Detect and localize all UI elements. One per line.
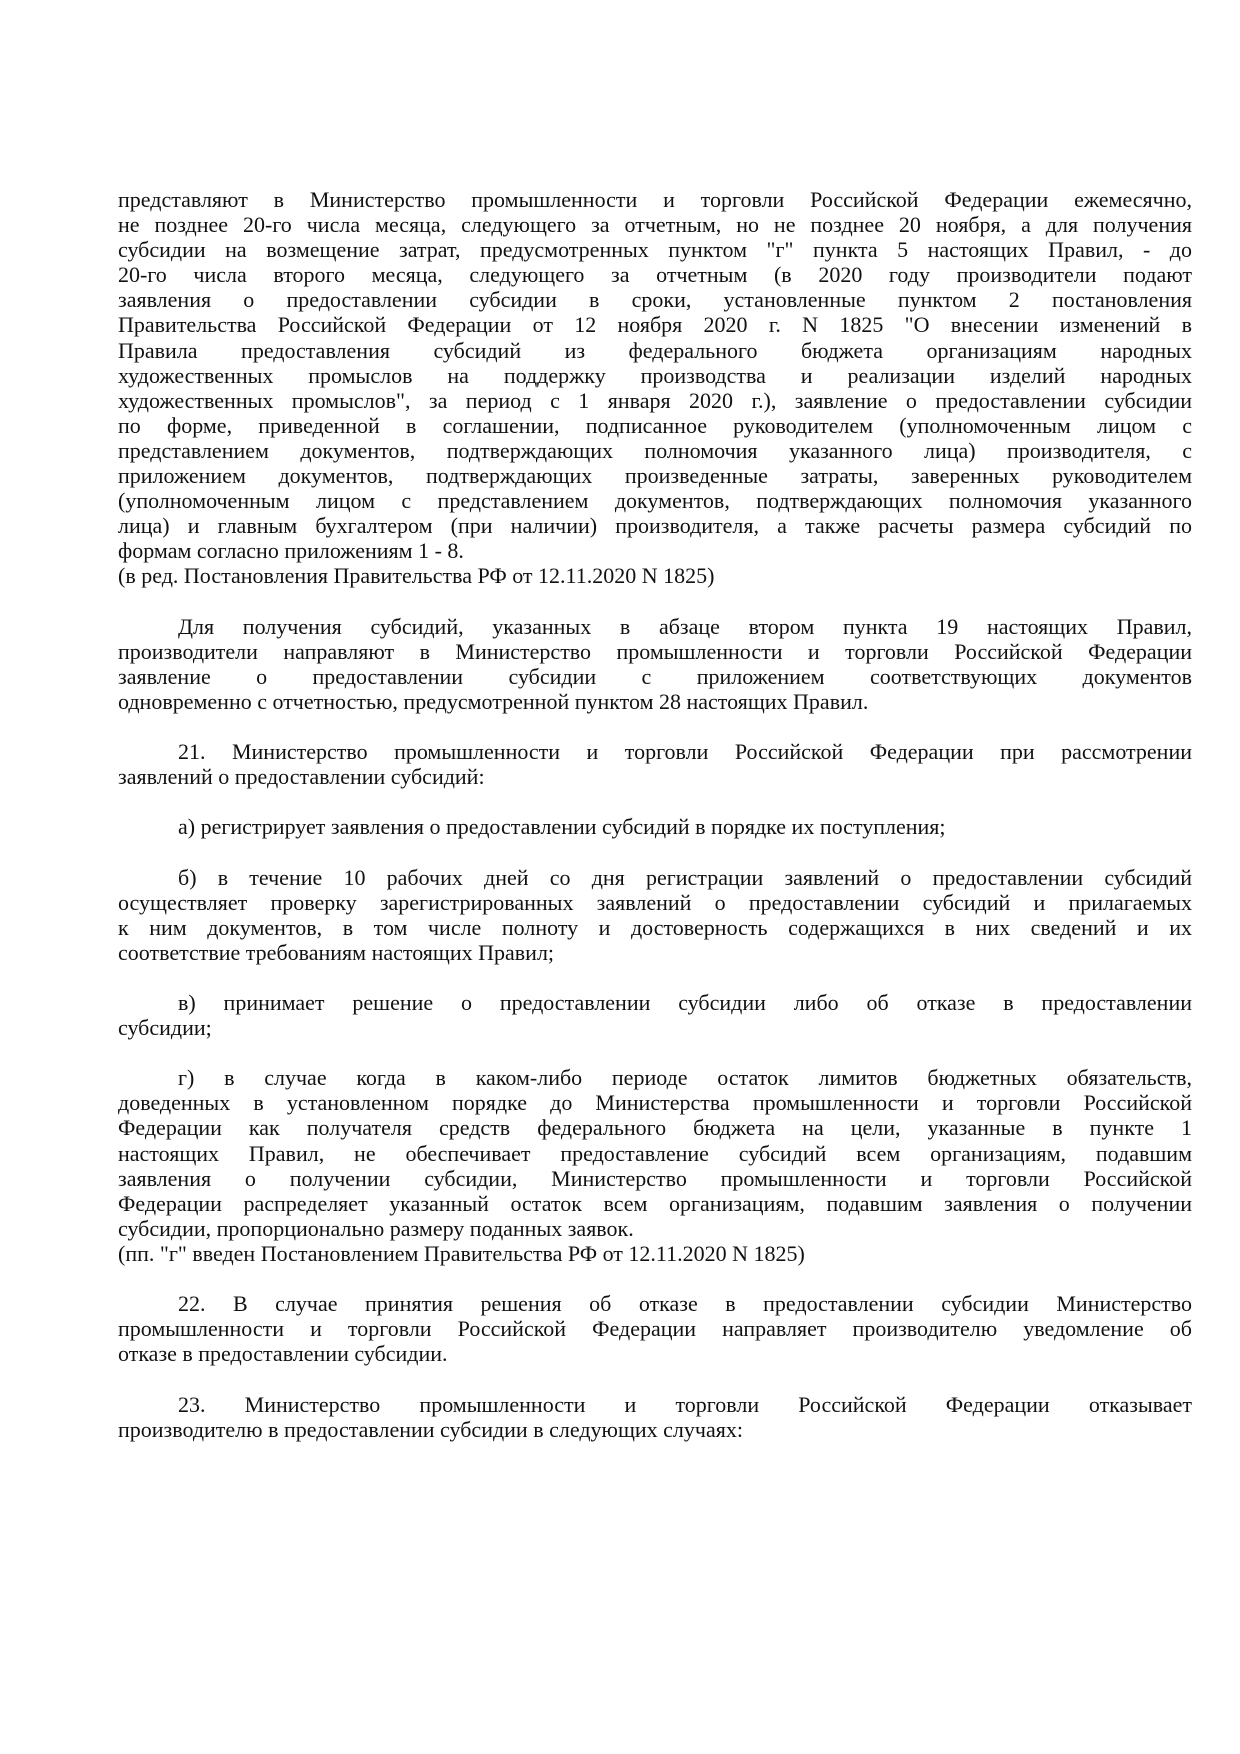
text-line: одновременно с отчетностью, предусмотренной пунктом 28 настоящих Правил.	[118, 688, 869, 714]
text-line: заявление о предоставлении субсидии с приложением соответствующих документов	[118, 663, 1192, 689]
paragraph	[118, 614, 1192, 714]
text-line: (уполномоченным лицом с представлением документов, подтверждающих полномочия указанного	[118, 488, 1192, 514]
text-line: настоящих Правил, не обеспечивает предоставление субсидий всем организациям, подавшим	[118, 1140, 1192, 1166]
text-line: художественных промыслов на поддержку производства и реализации изделий народных	[118, 362, 1192, 388]
text-line: 22. В случае принятия решения об отказе в предоставлении субсидии Министерство	[178, 1291, 1192, 1317]
text-line: 23. Министерство промышленности и торговли Российской Федерации отказывает	[178, 1391, 1192, 1417]
text-line: 21. Министерство промышленности и торговли Российской Федерации при рассмотрении	[178, 739, 1192, 765]
text-line: приложением документов, подтверждающих произведенные затраты, заверенных руководителем	[118, 463, 1192, 489]
text-line: доведенных в установленном порядке до Министерства промышленности и торговли Российской	[118, 1090, 1192, 1116]
text-line: производителю в предоставлении субсидии в следующих случаях:	[118, 1416, 743, 1442]
paragraph	[118, 865, 1192, 965]
text-line: представляют в Министерство промышленности и торговли Российской Федерации ежемесячно,	[118, 187, 1192, 212]
text-line: лица) и главным бухгалтером (при наличии) производителя, а также расчеты размера субсидий по	[118, 513, 1192, 539]
text-line: заявлений о предоставлении субсидий:	[118, 764, 485, 790]
text-line: отказе в предоставлении субсидии.	[118, 1341, 448, 1367]
text-line: Федерации как получателя средств федерального бюджета на цели, указанные в пункте 1	[118, 1115, 1192, 1141]
paragraph	[118, 1392, 1192, 1442]
text-line: Для получения субсидий, указанных в абзаце втором пункта 19 настоящих Правил,	[178, 613, 1192, 639]
amendment-note: (в ред. Постановления Правительства РФ от 12.11.2020 N 1825)	[118, 563, 715, 589]
text-line: по форме, приведенной в соглашении, подписанное руководителем (уполномоченным лицом с	[118, 412, 1192, 438]
text-line: Федерации распределяет указанный остаток всем организациям, подавшим заявления о получении	[118, 1190, 1192, 1216]
amendment-note: (пп. "г" введен Постановлением Правительства РФ от 12.11.2020 N 1825)	[118, 1240, 805, 1266]
text-line: Правительства Российской Федерации от 12 ноября 2020 г. N 1825 "О внесении изменений в	[118, 312, 1192, 338]
text-line: художественных промыслов", за период с 1 января 2020 г.), заявление о предоставлении субсидии	[118, 387, 1192, 413]
text-line: в) принимает решение о предоставлении субсидии либо об отказе в предоставлении	[178, 990, 1192, 1015]
text-line: формам согласно приложениям 1 - 8.	[118, 538, 464, 564]
paragraph	[118, 1291, 1192, 1366]
text-line: 20-го числа второго месяца, следующего за отчетным (в 2020 году производители подают	[118, 262, 1192, 288]
text-line: к ним документов, в том числе полноту и достоверность содержащихся в них сведений и их	[118, 914, 1192, 940]
text-line: осуществляет проверку зарегистрированных заявлений о предоставлении субсидий и прилагаемых	[118, 889, 1192, 915]
text-line: г) в случае когда в каком-либо периоде остаток лимитов бюджетных обязательств,	[178, 1065, 1192, 1091]
text-line: соответствие требованиям настоящих Правил;	[118, 939, 555, 965]
text-line: а) регистрирует заявления о предоставлении субсидий в порядке их поступления;	[178, 814, 946, 840]
text-line: б) в течение 10 рабочих дней со дня регистрации заявлений о предоставлении субсидий	[178, 864, 1192, 890]
paragraph	[118, 990, 1192, 1040]
paragraph	[118, 1065, 1192, 1266]
paragraph	[118, 187, 1192, 589]
text-line: представлением документов, подтверждающих полномочия указанного лица) производителя, с	[118, 437, 1192, 463]
text-line: субсидии, пропорционально размеру поданных заявок.	[118, 1215, 634, 1241]
text-line: промышленности и торговли Российской Федерации направляет производителю уведомление об	[118, 1316, 1192, 1342]
document-page	[118, 187, 1192, 1467]
text-line: Правила предоставления субсидий из федерального бюджета организациям народных	[118, 337, 1192, 363]
text-line: субсидии;	[118, 1015, 212, 1041]
paragraph	[118, 739, 1192, 789]
text-line: субсидии на возмещение затрат, предусмотренных пунктом "г" пункта 5 настоящих Правил, - до	[118, 237, 1192, 263]
paragraph	[118, 814, 1192, 839]
text-line: производители направляют в Министерство промышленности и торговли Российской Федерации	[118, 638, 1192, 664]
text-line: заявления о получении субсидии, Министерство промышленности и торговли Российской	[118, 1165, 1192, 1191]
text-line: не позднее 20-го числа месяца, следующего за отчетным, но не позднее 20 ноября, а для получения	[118, 212, 1192, 238]
text-line: заявления о предоставлении субсидии в сроки, установленные пунктом 2 постановления	[118, 287, 1192, 313]
